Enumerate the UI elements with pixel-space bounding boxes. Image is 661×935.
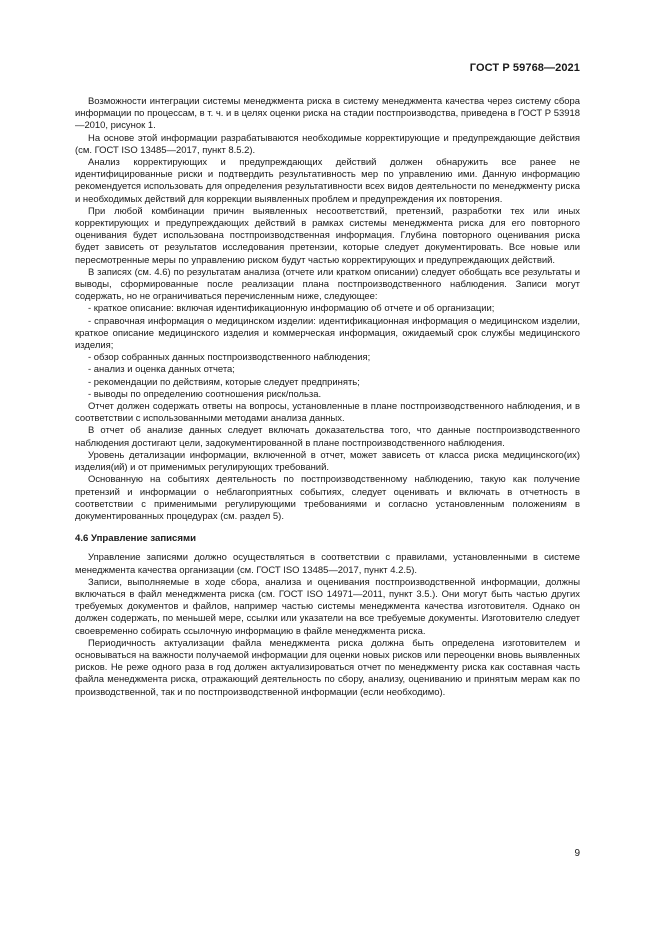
paragraph: Записи, выполняемые в ходе сбора, анализа и оценивания постпроизводственной информации, должны включаться в файл менеджмента риска (см. ГОСТ ISO 14971—2011, пункт 3.5.). Они могут быть частью других требуемых документов и файлов, например частью системы менеджмента качества изготовителя. Однако он должен содержать, по меньшей мере, ссылки или указатели на все требуемые документы. Изготовителю следует своевременно собирать ссылочную информацию в файле менеджмента риска. <box>75 576 580 637</box>
paragraph: Управление записями должно осуществляться в соответствии с правилами, установленными в системе менеджмента качества организации (см. ГОСТ ISO 13485—2017, пункт 4.2.5). <box>75 552 580 576</box>
paragraph: Отчет должен содержать ответы на вопросы, установленные в плане постпроизводственного наблюдения, и в соответствии с использованными методами анализа данных. <box>75 401 580 425</box>
paragraph: Основанную на событиях деятельность по постпроизводственному наблюдению, такую как получение претензий и информации о неблагоприятных событиях, следует оценивать и включать в отчетность в соответствии с применимыми регулирующими требованиями и согласно установленным положениям в документированных процедурах (см. раздел 5). <box>75 474 580 522</box>
paragraph: Уровень детализации информации, включенной в отчет, может зависеть от класса риска медицинского(их) изделия(ий) и от применимых регулирующих требований. <box>75 449 580 474</box>
paragraph: На основе этой информации разрабатываются необходимые корректирующие и предупреждающие действия (см. ГОСТ ISO 13485—2017, пункт 8.5.2). <box>75 132 580 156</box>
paragraph: Возможности интеграции системы менеджмента риска в систему менеджмента качества через систему сбора информации по процессам, в т. ч. и в целях оценки риска на стадии постпроизводства, приведена в ГОСТ Р 53918—2010, рисунок 1. <box>75 96 580 132</box>
paragraph: При любой комбинации причин выявленных несоответствий, претензий, разработки тех или иных корректирующих и предупреждающих действий в рамках системы менеджмента риска для его повторного оценивания будет использована постпроизводственная информация. Глубина повторного оценивания риска будет зависеть от результатов исследования претензии, которые следует документировать. Все новые или пересмотренные меры по управлению риском будут частью корректирующих и предупреждающих действий. <box>75 205 580 266</box>
list-item: - краткое описание: включая идентификационную информацию об отчете и об организации; <box>88 303 495 315</box>
list-item: - рекомендации по действиям, которые следует предпринять; <box>88 376 360 388</box>
paragraph: В записях (см. 4.6) по результатам анализа (отчете или кратком описании) следует обобщать все результаты и выводы, сформированные после реализации плана постпроизводственного наблюдения. Записи могут содержать, но не ограничиваться перечисленным ниже, следующее: <box>75 266 580 303</box>
paragraph: В отчет об анализе данных следует включать доказательства того, что данные постпроизводственного наблюдения достигают цели, задокументированной в плане постпроизводственного наблюдения. <box>75 425 580 449</box>
page-number: 9 <box>574 848 580 859</box>
document-id-header: ГОСТ Р 59768—2021 <box>469 62 580 74</box>
list-item: - обзор собранных данных постпроизводственного наблюдения; <box>88 352 371 364</box>
section-heading: 4.6 Управление записями <box>75 533 196 545</box>
document-body <box>75 96 580 699</box>
list-item: - анализ и оценка данных отчета; <box>88 364 235 376</box>
list-item: - выводы по определению соотношения риск/польза. <box>88 388 322 400</box>
list-item: - справочная информация о медицинском изделии: идентификационная информация о медицинском изделии, краткое описание медицинского изделия и коммерческая информация, ожидаемый срок службы медицинского изделия; <box>75 315 580 352</box>
paragraph: Периодичность актуализации файла менеджмента риска должна быть определена изготовителем и основываться на важности получаемой информации для оценки новых рисков или переоценки вновь выявленных рисков. Не реже одного раза в год должен актуализироваться отчет по менеджменту риска как составная часть файла менеджмента риска, отражающий деятельность по сбору, анализу, оцениванию и принятым мерам как по производственной, так и по постпроизводственной информации (если необходимо). <box>75 637 580 698</box>
paragraph: Анализ корректирующих и предупреждающих действий должен обнаружить все ранее не идентифицированные риски и подтвердить результативность мер по управлению ими. Данную информацию рекомендуется использовать для определения результативности всех видов деятельности по менеджменту риска и необходимых действий для коррекции выявленных проблем и предупреждения их повторения. <box>75 157 580 205</box>
